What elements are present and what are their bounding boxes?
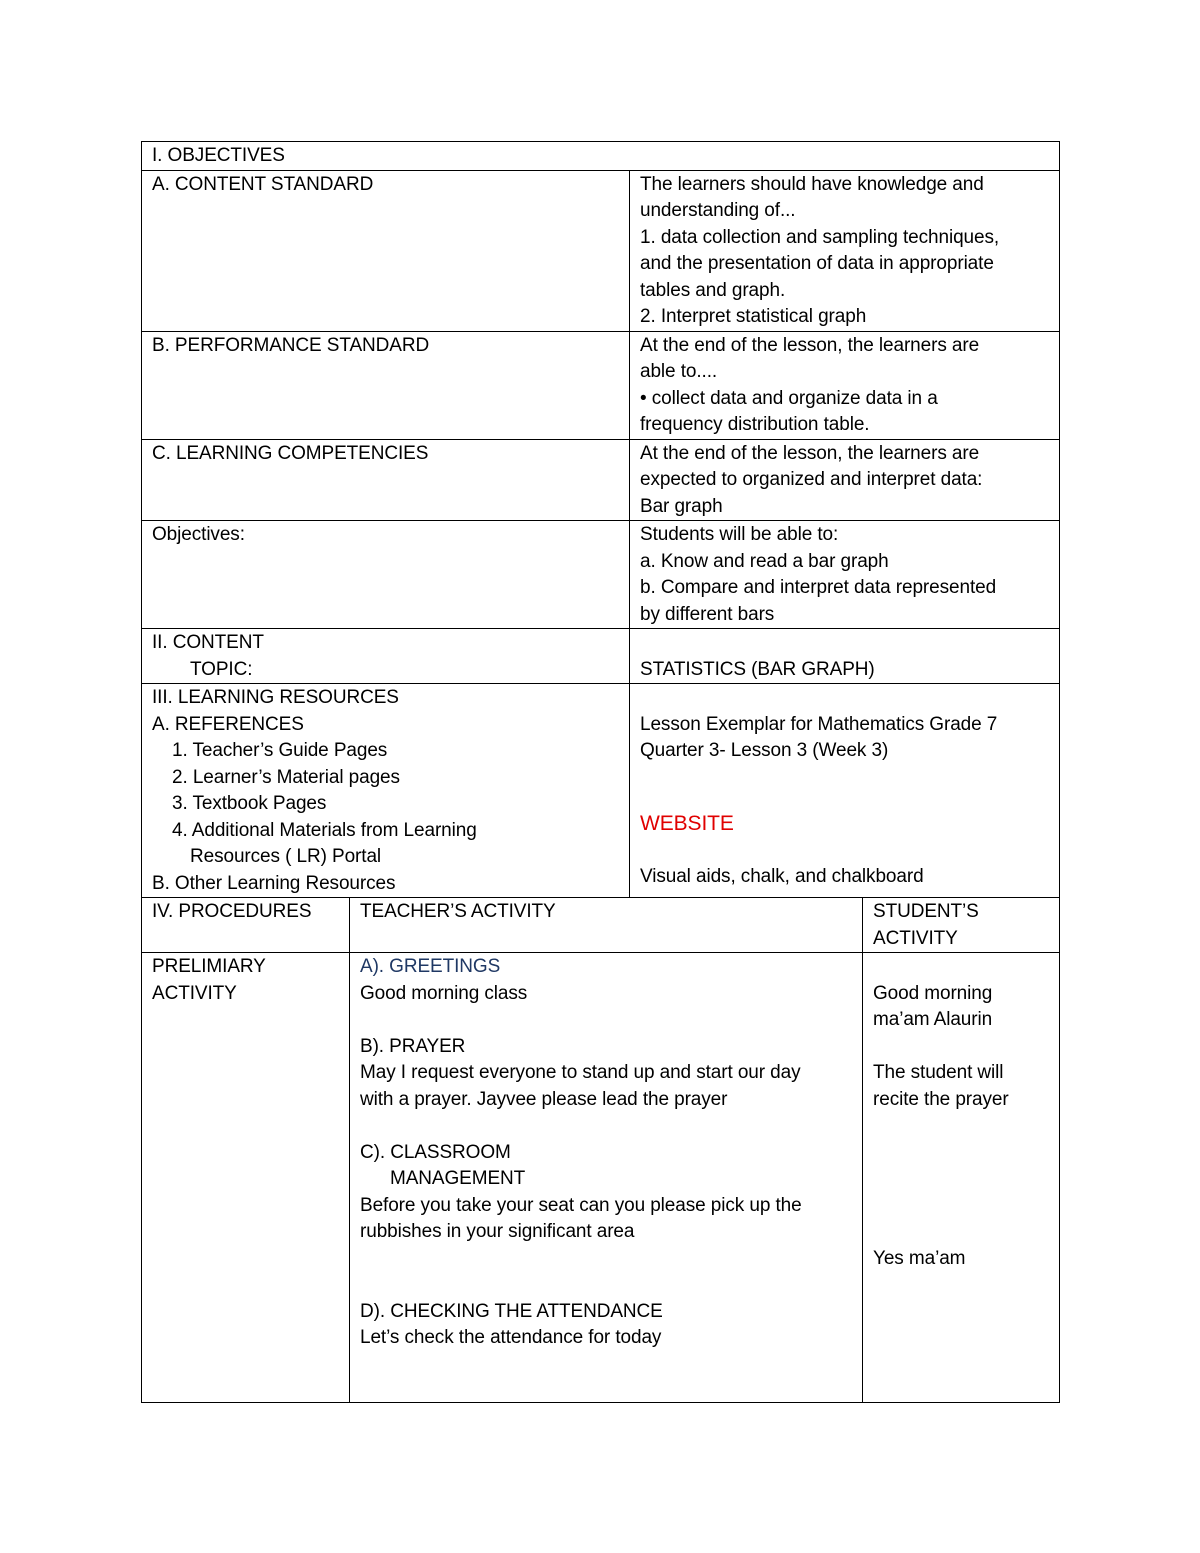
attendance-text: Let’s check the attendance for today (360, 1327, 662, 1348)
preliminary-label (142, 953, 350, 1403)
text-line: by different bars (640, 603, 775, 625)
label-line: ACTIVITY (152, 982, 237, 1004)
student-prayer-line: The student will (873, 1062, 1004, 1083)
text-line: expected to organized and interpret data: (640, 469, 983, 490)
greetings-title: A). GREETINGS (360, 956, 501, 977)
text-line: frequency distribution table. (640, 414, 870, 435)
reference-item: 1. Teacher’s Guide Pages (172, 740, 388, 761)
website-link[interactable]: WEBSITE (640, 812, 734, 835)
student-reply: Yes ma’am (873, 1247, 966, 1269)
content-heading: II. CONTENT (152, 632, 264, 653)
learning-competencies-text (630, 439, 1060, 521)
content-text (630, 629, 1060, 684)
reference-line: Quarter 3- Lesson 3 (Week 3) (640, 740, 889, 761)
performance-standard-label: B. PERFORMANCE STANDARD (142, 331, 630, 439)
text-line: tables and graph. (640, 279, 786, 301)
text-line: The learners should have knowledge and (640, 173, 984, 195)
objectives-heading-row (142, 142, 1060, 171)
student-greeting-line: ma’am Alaurin (873, 1009, 993, 1030)
resources-label (142, 684, 630, 898)
greetings-text: Good morning class (360, 982, 528, 1004)
text-line: 2. Interpret statistical graph (640, 306, 867, 327)
procedures-heading: IV. PROCEDURES (142, 898, 350, 953)
learning-competencies-label: C. LEARNING COMPETENCIES (142, 439, 630, 521)
content-standard-label: A. CONTENT STANDARD (142, 170, 630, 331)
content-row (142, 629, 1060, 684)
text-line: At the end of the lesson, the learners are (640, 334, 980, 356)
text-line: Students will be able to: (640, 524, 839, 545)
other-resources-label: B. Other Learning Resources (152, 872, 396, 894)
reference-item: 4. Additional Materials from Learning (172, 819, 477, 841)
text-line: understanding of... (640, 200, 796, 221)
attendance-title: D). CHECKING THE ATTENDANCE (360, 1300, 663, 1322)
text-line: Bar graph (640, 495, 723, 517)
objectives-row (142, 521, 1060, 629)
performance-standard-row (142, 331, 1060, 439)
classroom-line: Before you take your seat can you please pick up the (360, 1194, 802, 1216)
resources-row (142, 684, 1060, 898)
teacher-activity-header: TEACHER’S ACTIVITY (350, 898, 863, 953)
learning-competencies-row (142, 439, 1060, 521)
student-activity-header (863, 898, 1060, 953)
student-activity-text (863, 953, 1060, 1403)
text-line: able to.... (640, 361, 718, 382)
resources-heading: III. LEARNING RESOURCES (152, 687, 399, 708)
teacher-activity-text (350, 953, 863, 1403)
content-standard-row (142, 170, 1060, 331)
text-line: • collect data and organize data in a (640, 387, 938, 409)
topic-label: TOPIC: (190, 658, 253, 680)
content-standard-text (630, 170, 1060, 331)
reference-item-cont: Resources ( LR) Portal (190, 846, 382, 867)
classroom-title-cont: MANAGEMENT (390, 1168, 526, 1189)
content-label (142, 629, 630, 684)
reference-item: 2. Learner’s Material pages (172, 766, 400, 788)
prayer-line: with a prayer. Jayvee please lead the prayer (360, 1088, 728, 1110)
text-line: At the end of the lesson, the learners are (640, 442, 980, 464)
objectives-text (630, 521, 1060, 629)
text-line: a. Know and read a bar graph (640, 550, 889, 572)
prayer-line: May I request everyone to stand up and start our day (360, 1062, 801, 1083)
text-line: 1. data collection and sampling techniques, (640, 226, 1000, 248)
student-prayer-line: recite the prayer (873, 1088, 1009, 1110)
prayer-title: B). PRAYER (360, 1035, 466, 1057)
reference-line: Lesson Exemplar for Mathematics Grade 7 (640, 713, 998, 735)
lesson-plan-table (141, 141, 1060, 1403)
classroom-line: rubbishes in your significant area (360, 1221, 635, 1242)
header-line: STUDENT’S (873, 901, 979, 922)
performance-standard-text (630, 331, 1060, 439)
preliminary-activity-row (142, 953, 1060, 1403)
references-label: A. REFERENCES (152, 713, 304, 735)
objectives-label: Objectives: (142, 521, 630, 629)
header-line: ACTIVITY (873, 927, 958, 949)
text-line: b. Compare and interpret data represented (640, 577, 997, 598)
text-line: and the presentation of data in appropriate (640, 253, 994, 274)
procedures-header-row (142, 898, 1060, 953)
other-resources-value: Visual aids, chalk, and chalkboard (640, 865, 924, 887)
topic-value: STATISTICS (BAR GRAPH) (640, 658, 875, 680)
label-line: PRELIMIARY (152, 956, 266, 977)
objectives-heading: I. OBJECTIVES (142, 142, 1060, 171)
resources-text (630, 684, 1060, 898)
classroom-title: C). CLASSROOM (360, 1141, 511, 1163)
reference-item: 3. Textbook Pages (172, 793, 327, 814)
student-greeting-line: Good morning (873, 982, 993, 1004)
